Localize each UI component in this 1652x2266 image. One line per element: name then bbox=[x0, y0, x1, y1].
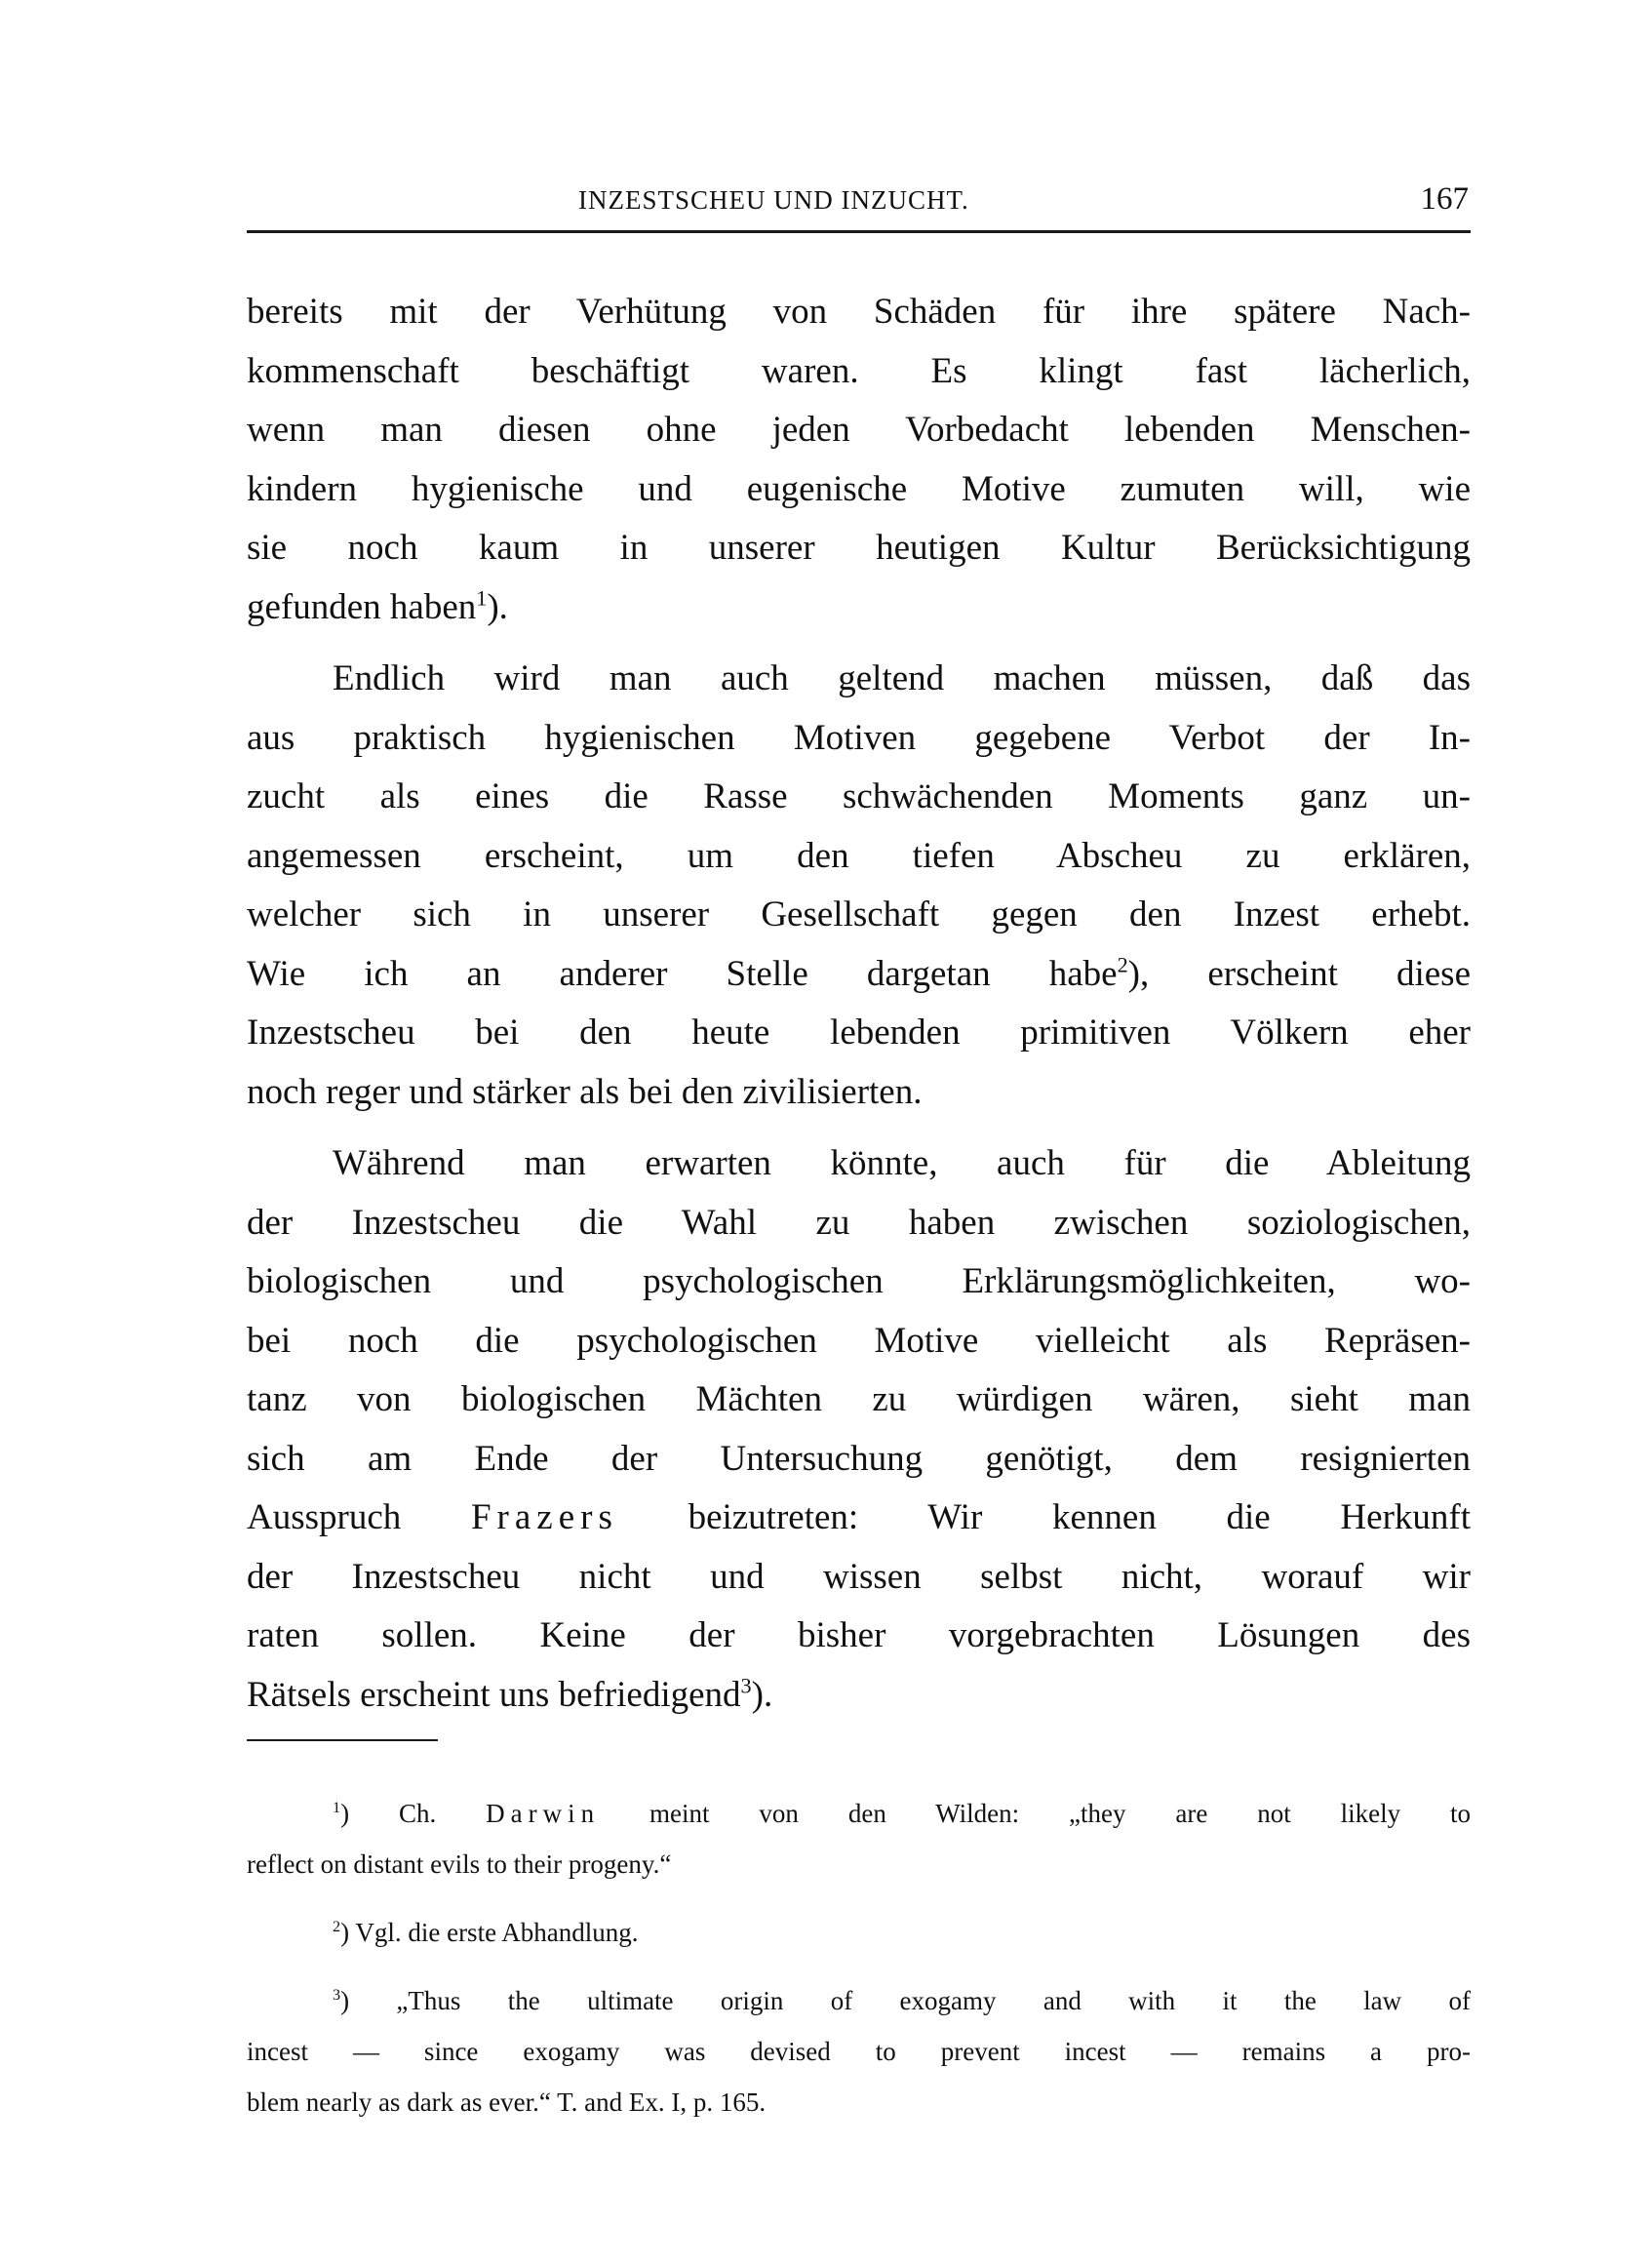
text-line: bei noch die psychologischen Motive vielleicht als Repräsen- bbox=[247, 1320, 1471, 1361]
text-line: angemessen erscheint, um den tiefen Abscheu zu erklären, bbox=[247, 835, 1471, 876]
footnote-line: reflect on distant evils to their progeny.“ bbox=[247, 1849, 672, 1879]
paragraph bbox=[247, 650, 1471, 1122]
paragraph bbox=[247, 283, 1471, 637]
spaced-name: Darwin bbox=[486, 1799, 601, 1828]
footnote-3 bbox=[247, 1975, 1471, 2127]
text-line: sie noch kaum in unserer heutigen Kultur Berücksichtigung bbox=[247, 528, 1471, 568]
text-line: Ausspruch Frazers beizutreten: Wir kennen die Herkunft bbox=[247, 1497, 1471, 1537]
running-title: INZESTSCHEU UND INZUCHT. bbox=[578, 185, 969, 215]
text-line: zucht als eines die Rasse schwächenden Moments ganz un- bbox=[247, 776, 1471, 816]
text-line: gefunden haben$^1$). bbox=[247, 585, 508, 627]
text-line: sich am Ende der Untersuchung genötigt, dem resignierten bbox=[247, 1438, 1471, 1479]
body-text bbox=[247, 283, 1471, 1725]
text-line: bereits mit der Verhütung von Schäden für ihre spätere Nach- bbox=[247, 292, 1471, 332]
footnote-2 bbox=[247, 1907, 1471, 1958]
footnotes bbox=[247, 1788, 1471, 2127]
footnote-line: blem nearly as dark as ever.“ T. and Ex. I, p. 165. bbox=[247, 2087, 767, 2117]
text-line: der Inzestscheu die Wahl zu haben zwischen soziologischen, bbox=[247, 1202, 1471, 1243]
text-line: Endlich wird man auch geltend machen müssen, daß das bbox=[333, 658, 1471, 698]
text-line: kindern hygienische und eugenische Motive zumuten will, wie bbox=[247, 468, 1471, 509]
footnote-reference[interactable]: 1 bbox=[476, 585, 488, 611]
running-head bbox=[247, 181, 1471, 220]
footnote-reference[interactable]: 3 bbox=[740, 1673, 752, 1698]
text-line: biologischen und psychologischen Erklärungsmöglichkeiten, wo- bbox=[247, 1261, 1471, 1301]
footnote-1 bbox=[247, 1788, 1471, 1889]
page-number: 167 bbox=[1420, 181, 1469, 217]
text-line: raten sollen. Keine der bisher vorgebrachten Lösungen des bbox=[247, 1615, 1471, 1655]
text-line: Rätsels erscheint uns befriedigend$^3$). bbox=[247, 1673, 773, 1715]
footnote-line: $^3$) „Thus the ultimate origin of exogamy and with it the law of bbox=[333, 1986, 1471, 2015]
footnote-line: $^1$) Ch. Darwin meint von den Wilden: „they are not likely to bbox=[333, 1799, 1472, 1828]
text-line: tanz von biologischen Mächten zu würdigen wären, sieht man bbox=[247, 1379, 1471, 1419]
footnote-reference[interactable]: 2 bbox=[1117, 952, 1128, 977]
spaced-name: Frazers bbox=[470, 1497, 618, 1537]
header-rule bbox=[247, 230, 1471, 233]
text-line: der Inzestscheu nicht und wissen selbst nicht, worauf wir bbox=[247, 1556, 1471, 1597]
footnote-marker: 1 bbox=[333, 1799, 341, 1816]
text-line: Wie ich an anderer Stelle dargetan habe$^2$), erscheint diese bbox=[247, 952, 1471, 994]
text-line: welcher sich in unserer Gesellschaft gegen den Inzest erhebt. bbox=[247, 894, 1471, 934]
text-line: Während man erwarten könnte, auch für die Ableitung bbox=[333, 1143, 1471, 1183]
footnote-rule bbox=[247, 1739, 438, 1741]
text-line: Inzestscheu bei den heute lebenden primitiven Völkern eher bbox=[247, 1013, 1471, 1053]
footnote-marker: 2 bbox=[333, 1918, 341, 1935]
footnote-line: incest — since exogamy was devised to prevent incest — remains a pro- bbox=[247, 2037, 1471, 2066]
text-line: kommenschaft beschäftigt waren. Es klingt fast lächerlich, bbox=[247, 350, 1471, 391]
footnote-line: $^2$) Vgl. die erste Abhandlung. bbox=[333, 1918, 639, 1947]
paragraph bbox=[247, 1134, 1471, 1725]
text-line: aus praktisch hygienischen Motiven gegebene Verbot der In- bbox=[247, 717, 1471, 758]
footnote-marker: 3 bbox=[333, 1986, 341, 2004]
text-line: wenn man diesen ohne jeden Vorbedacht lebenden Menschen- bbox=[247, 410, 1471, 450]
text-line: noch reger und stärker als bei den zivilisierten. bbox=[247, 1071, 923, 1112]
